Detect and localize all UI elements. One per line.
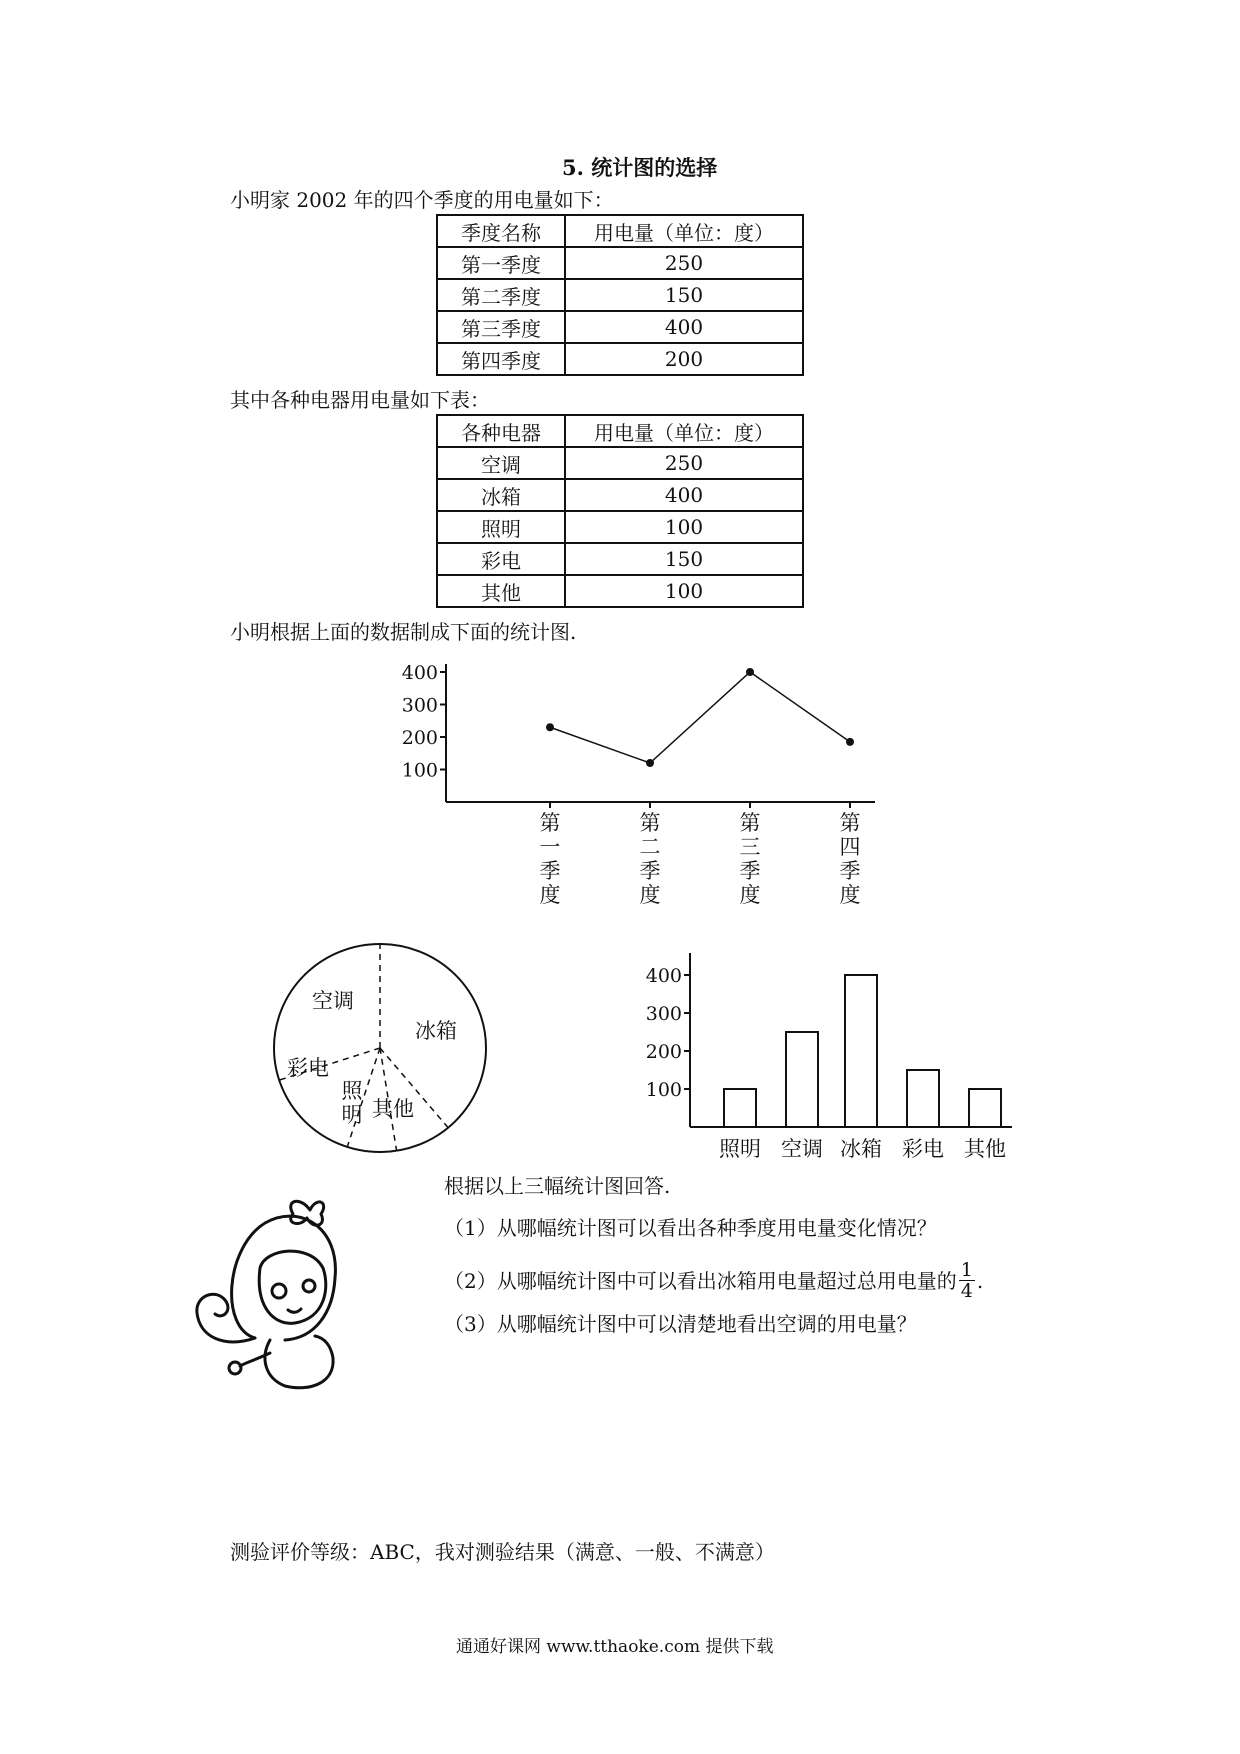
question-2-text: （2）从哪幅统计图中可以看出冰箱用电量超过总用电量的 bbox=[444, 1268, 957, 1293]
pie-label bbox=[342, 1079, 364, 1127]
y-tick-label: 300 bbox=[401, 694, 438, 717]
bar-chart bbox=[640, 940, 1030, 1165]
y-tick-label: 300 bbox=[645, 1003, 682, 1025]
y-tick-label: 100 bbox=[645, 1079, 682, 1101]
page-footer: 通通好课网 www.tthaoke.com 提供下载 bbox=[456, 1637, 774, 1657]
x-tick-label-char: 三 bbox=[739, 835, 761, 859]
table-cell: 100 bbox=[565, 511, 803, 543]
x-tick-label-char: 度 bbox=[539, 883, 561, 907]
fraction-numerator: 1 bbox=[960, 1259, 973, 1281]
question-3: （3）从哪幅统计图中可以清楚地看出空调的用电量？ bbox=[444, 1312, 917, 1336]
series-line bbox=[550, 672, 850, 763]
table-cell: 200 bbox=[565, 343, 803, 375]
x-tick-label-char: 四 bbox=[839, 835, 861, 859]
x-tick-label: 彩电 bbox=[902, 1137, 944, 1161]
x-tick-label-char: 第 bbox=[639, 811, 661, 835]
quarter-usage-table bbox=[436, 214, 804, 376]
x-tick-label-char: 季 bbox=[839, 859, 861, 883]
bar bbox=[969, 1089, 1001, 1127]
y-tick-label: 200 bbox=[645, 1041, 682, 1063]
y-tick-label: 200 bbox=[401, 727, 438, 749]
table-header-cell: 用电量（单位：度） bbox=[565, 415, 803, 447]
data-point bbox=[746, 668, 754, 676]
table-row bbox=[437, 575, 803, 607]
x-tick-label: 照明 bbox=[719, 1137, 761, 1161]
x-tick-label bbox=[640, 811, 661, 907]
x-tick-label-char: 度 bbox=[739, 883, 761, 907]
line-chart bbox=[370, 650, 890, 910]
x-tick-label-char: 一 bbox=[539, 835, 561, 859]
evaluation-line: 测验评价等级：ABC，我对测验结果（满意、一般、不满意） bbox=[230, 1540, 775, 1564]
x-tick-label-char: 季 bbox=[739, 859, 761, 883]
table-cell: 第一季度 bbox=[437, 247, 565, 279]
appliance-usage-table bbox=[436, 414, 804, 608]
x-tick-label bbox=[840, 811, 861, 907]
data-point bbox=[546, 723, 554, 731]
x-tick-label-char: 第 bbox=[739, 811, 761, 835]
x-tick-label-char: 度 bbox=[639, 883, 661, 907]
table-row bbox=[437, 511, 803, 543]
table-row bbox=[437, 247, 803, 279]
pie-label-char: 明 bbox=[341, 1103, 363, 1127]
table-row bbox=[437, 279, 803, 311]
pie-chart bbox=[268, 938, 498, 1158]
bar bbox=[845, 975, 877, 1127]
x-tick-label-char: 二 bbox=[639, 835, 661, 859]
intro-text-charts: 小明根据上面的数据制成下面的统计图. bbox=[230, 620, 577, 644]
question-1: （1）从哪幅统计图可以看出各种季度用电量变化情况？ bbox=[444, 1216, 937, 1240]
pie-label-char: 照 bbox=[341, 1079, 363, 1103]
fraction-denominator: 4 bbox=[960, 1280, 973, 1302]
y-tick-label: 100 bbox=[401, 759, 438, 782]
question-2-end: . bbox=[976, 1268, 984, 1293]
pie-label: 彩电 bbox=[287, 1056, 329, 1080]
x-tick-label: 冰箱 bbox=[840, 1137, 882, 1161]
y-tick-label: 400 bbox=[645, 965, 682, 987]
table-cell: 其他 bbox=[437, 575, 565, 607]
table-row bbox=[437, 543, 803, 575]
bar bbox=[786, 1032, 818, 1127]
page-title: 5. 统计图的选择 bbox=[562, 155, 718, 180]
x-tick-label-char: 第 bbox=[839, 811, 861, 835]
table-header-row bbox=[437, 415, 803, 447]
intro-text-quarters: 小明家 2002 年的四个季度的用电量如下： bbox=[230, 188, 614, 212]
table-cell: 100 bbox=[565, 575, 803, 607]
table-cell: 冰箱 bbox=[437, 479, 565, 511]
x-tick-label-char: 第 bbox=[539, 811, 561, 835]
x-tick-label bbox=[540, 811, 561, 907]
data-point bbox=[846, 738, 854, 746]
table-cell: 150 bbox=[565, 543, 803, 575]
bar bbox=[724, 1089, 756, 1127]
table-header-row bbox=[437, 215, 803, 247]
table-header-cell: 季度名称 bbox=[437, 215, 565, 247]
x-tick-label bbox=[740, 811, 761, 907]
x-tick-label-char: 季 bbox=[639, 859, 661, 883]
table-cell: 第三季度 bbox=[437, 311, 565, 343]
table-row bbox=[437, 343, 803, 375]
questions-intro: 根据以上三幅统计图回答. bbox=[444, 1174, 671, 1198]
table-row bbox=[437, 479, 803, 511]
table-cell: 150 bbox=[565, 279, 803, 311]
bar bbox=[907, 1070, 939, 1127]
table-row bbox=[437, 447, 803, 479]
table-cell: 彩电 bbox=[437, 543, 565, 575]
question-2 bbox=[444, 1260, 983, 1301]
table-cell: 空调 bbox=[437, 447, 565, 479]
table-cell: 400 bbox=[565, 311, 803, 343]
table-header-cell: 各种电器 bbox=[437, 415, 565, 447]
table-cell: 250 bbox=[565, 447, 803, 479]
y-tick-label: 400 bbox=[401, 662, 438, 684]
table-cell: 照明 bbox=[437, 511, 565, 543]
table-header-cell: 用电量（单位：度） bbox=[565, 215, 803, 247]
table-row bbox=[437, 311, 803, 343]
x-tick-label-char: 度 bbox=[839, 883, 861, 907]
cartoon-monkey-girl-icon bbox=[185, 1188, 385, 1393]
pie-label: 其他 bbox=[372, 1097, 414, 1121]
data-point bbox=[646, 759, 654, 767]
x-tick-label: 空调 bbox=[781, 1137, 823, 1161]
intro-text-appliances: 其中各种电器用电量如下表： bbox=[230, 388, 490, 412]
x-tick-label: 其他 bbox=[964, 1137, 1006, 1161]
pie-label: 空调 bbox=[312, 989, 354, 1013]
pie-label: 冰箱 bbox=[415, 1019, 457, 1043]
fraction-one-quarter bbox=[959, 1260, 975, 1301]
table-cell: 400 bbox=[565, 479, 803, 511]
table-cell: 第二季度 bbox=[437, 279, 565, 311]
table-cell: 250 bbox=[565, 247, 803, 279]
x-tick-label-char: 季 bbox=[539, 859, 561, 883]
table-cell: 第四季度 bbox=[437, 343, 565, 375]
